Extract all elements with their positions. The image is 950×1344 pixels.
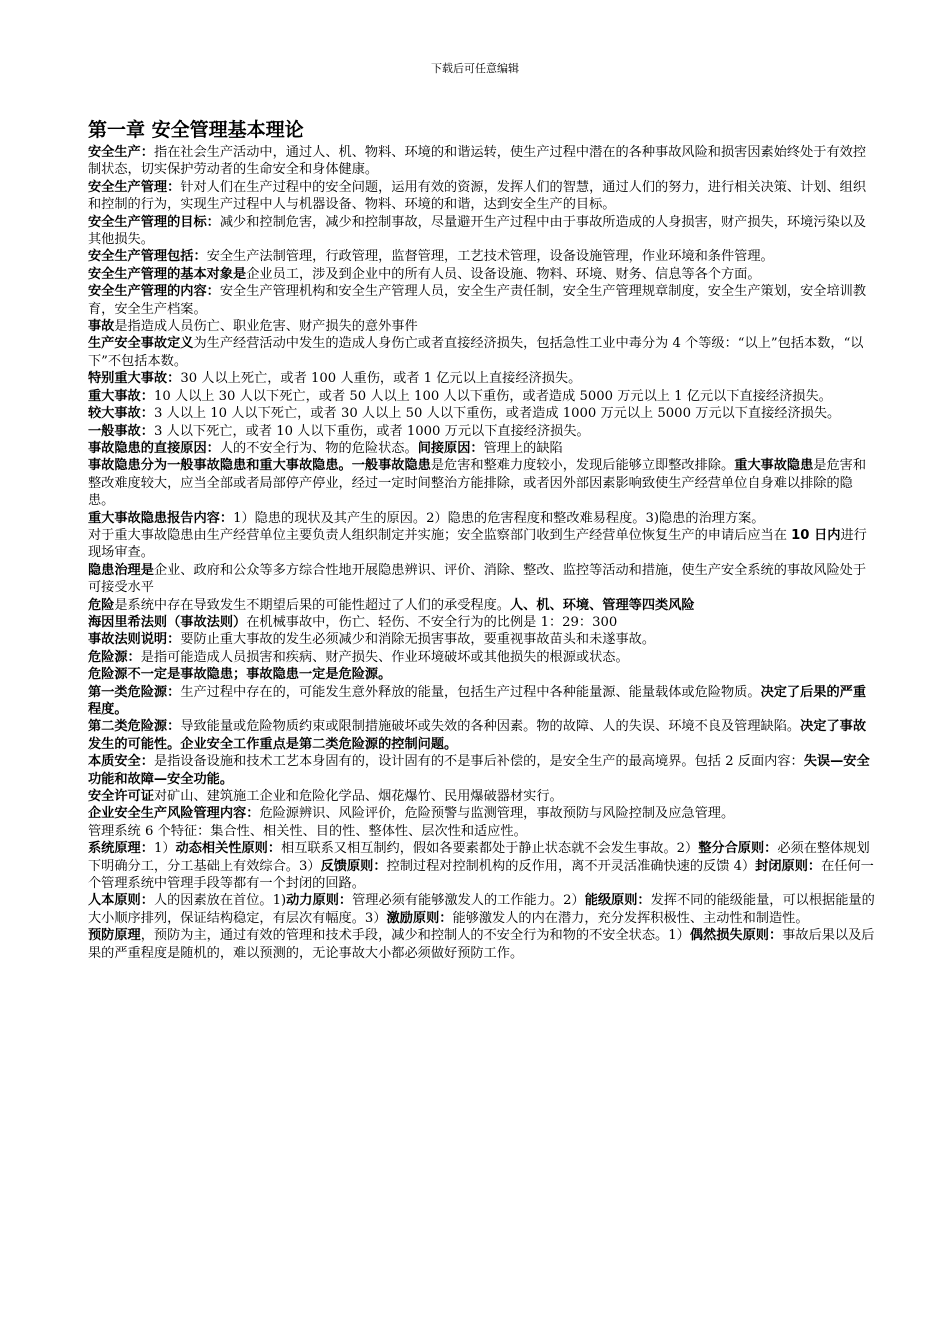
body-text: 安全生产法制管理，行政管理，监督管理，工艺技术管理，设备设施管理，作业环境和条件管理。 <box>206 249 774 265</box>
body-text: 人的不安全行为、物的危险状态。 <box>219 440 418 456</box>
body-text: 要防止重大事故的发生必须减少和消除无损害事故，要重视事故苗头和未遂事故。 <box>180 632 656 648</box>
document-body <box>88 118 878 962</box>
paragraph <box>88 405 878 422</box>
paragraph <box>88 318 878 335</box>
paragraph <box>88 214 878 249</box>
paragraph <box>88 788 878 805</box>
body-text: 是危害和整改难度较大，应当全部或者局部停产停业，经过一定时间整治方能排除，或者因外部因素影响致使生产经营单位自身难以排除的隐患。 <box>88 458 867 509</box>
bold-term: 人、机、环境、管理等四类风险 <box>510 597 695 613</box>
body-text: 生产过程中存在的，可能发生意外释放的能量，包括生产过程中各种能量源、能量载体或危险物质。 <box>180 684 761 700</box>
paragraph <box>88 718 878 753</box>
body-text: 减少和控制危害，减少和控制事故，尽量避开生产过程中由于事故所造成的人身损害，财产损失，环境污染以及其他损失。 <box>88 214 867 248</box>
bold-term: 企业安全生产风险管理内容： <box>88 806 260 822</box>
paragraph <box>88 684 878 719</box>
bold-term: 偶然损失原则： <box>689 928 783 944</box>
bold-term: 第一类危险源： <box>88 684 181 700</box>
bold-term: 一般事故： <box>88 423 154 439</box>
bold-term: 动态相关性原则： <box>175 841 282 857</box>
bold-term: 预防原理 <box>88 928 141 944</box>
bold-term: 间接原因： <box>417 440 484 456</box>
paragraph <box>88 370 878 387</box>
body-text: 30 人以上死亡，或者 100 人重伤，或者 1 亿元以上直接经济损失。 <box>180 371 582 387</box>
body-text: 3 人以下死亡，或者 10 人以下重伤，或者 1000 万元以下直接经济损失。 <box>153 423 590 439</box>
body-text: 1） <box>153 841 176 857</box>
body-text: 对于重大事故隐患由生产经营单位主要负责人组织制定并实施；安全监察部门收到生产经营单位恢复生产的申请后应当在 <box>88 527 792 543</box>
bold-term: 危险 <box>88 597 115 613</box>
paragraph-list <box>88 144 878 962</box>
body-text: 进行现场审查。 <box>88 527 867 561</box>
body-text: 能够激发人的内在潜力，充分发挥积极性、主动性和制造性。 <box>452 910 809 926</box>
body-text: 管理上的缺陷 <box>483 440 563 456</box>
bold-term: 重大事故隐患 <box>734 458 814 474</box>
body-text: 发挥不同的能级能量，可以根据能量的大小顺序排列，保证结构稳定，有层次有幅度。3） <box>88 893 875 926</box>
body-text: 是指设备设施和技术工艺本身固有的，设计固有的不是事后补偿的，是安全生产的最高境界。包括 2 反面内容： <box>153 754 804 770</box>
bold-term: 安全生产管理包括： <box>88 249 207 265</box>
paragraph <box>88 631 878 648</box>
bold-term: 反馈原则： <box>320 858 387 874</box>
paragraph <box>88 892 878 927</box>
paragraph <box>88 527 878 562</box>
bold-term: 能级原则： <box>584 893 651 909</box>
bold-term: 决定了事故发生的可能性。企业安全工作重点是第二类危险源的控制问题。 <box>88 719 867 752</box>
paragraph <box>88 423 878 440</box>
paragraph <box>88 266 878 283</box>
bold-term: 事故法则说明： <box>88 632 181 648</box>
bold-term: 安全生产管理的目标： <box>88 214 220 230</box>
body-text: 10 人以上 30 人以下死亡，或者 50 人以上 100 人以下重伤，或者造成 5000 万元以上 1 亿元以下直接经济损失。 <box>153 388 832 404</box>
paragraph <box>88 753 878 788</box>
bold-term: 封闭原则： <box>755 858 822 874</box>
chapter-title: 第一章 安全管理基本理论 <box>88 119 304 141</box>
body-text: 控制过程对控制机构的反作用，离不开灵活准确快速的反馈 4） <box>386 858 756 874</box>
paragraph <box>88 510 878 527</box>
paragraph <box>88 927 878 962</box>
bold-term: 系统原理： <box>88 841 154 857</box>
body-text: 在机械事故中，伤亡、轻伤、不安全行为的比例是 1：29：300 <box>246 614 618 630</box>
body-text: 是系统中存在导致发生不期望后果的可能性超过了人们的承受程度。 <box>114 597 510 613</box>
body-text: 事故后果以及后果的严重程度是随机的，难以预测的，无论事故大小都必须做好预防工作。 <box>88 928 875 961</box>
bold-term: 本质安全： <box>88 754 154 770</box>
paragraph <box>88 823 878 840</box>
paragraph <box>88 614 878 631</box>
paragraph <box>88 335 878 370</box>
bold-term: 10 日内 <box>791 527 841 543</box>
body-text: 是危害和整难力度较小，发现后能够立即整改排除。 <box>430 458 735 474</box>
body-text: 是指可能造成人员损害和疾病、财产损失、作业环境破坏或其他损失的根源或状态。 <box>140 649 629 665</box>
bold-term: 特别重大事故： <box>88 371 181 387</box>
body-text: 指在社会生产活动中，通过人、机、物料、环境的和谐运转，使生产过程中潜在的各种事故风险和损害因素始终处于有效控制状态，切实保护劳动者的生命安全和身体健康。 <box>88 145 867 178</box>
paragraph <box>88 283 878 318</box>
bold-term: 整分合原则： <box>698 841 778 857</box>
bold-term: 失误—安全功能和故障—安全功能。 <box>88 754 870 787</box>
paragraph <box>88 562 878 597</box>
paragraph <box>88 388 878 405</box>
bold-term: 安全生产管理： <box>88 179 181 195</box>
body-text: 必须在整体规划下明确分工，分工基础上有效综合。3） <box>88 841 870 874</box>
body-text: 导致能量或危险物质约束或限制措施破坏或失效的各种因素。物的故障、人的失误、环境不良及管理缺陷。 <box>180 719 801 735</box>
body-text: 企业、政府和公众等多方综合性地开展隐患辨识、评价、消除、整改、监控等活动和措施，使生产安全系统的事故风险处于可接受水平 <box>88 562 867 596</box>
paragraph <box>88 666 878 683</box>
bold-term: 事故隐患分为一般事故隐患和重大事故隐患。一般事故隐患 <box>88 458 431 474</box>
bold-term: 隐患治理是 <box>88 562 154 578</box>
body-text: 相互联系又相互制约，假如各要素都处于静止状态就不会发生事故。2） <box>281 841 699 857</box>
body-text: 安全生产管理机构和安全生产管理人员，安全生产责任制，安全生产管理规章制度，安全生产策划，安全培训教育，安全生产档案。 <box>88 284 867 317</box>
bold-term: 决定了后果的严重程度。 <box>88 684 867 717</box>
bold-term: 安全生产管理的内容： <box>88 284 220 300</box>
body-text: 管理系统 6 个特征：集合性、相关性、目的性、整体性、层次性和适应性。 <box>88 823 527 839</box>
bold-term: 较大事故： <box>88 406 154 422</box>
bold-term: 危险源： <box>88 649 141 665</box>
body-text: 对矿山、建筑施工企业和危险化学品、烟花爆竹、民用爆破器材实行。 <box>153 789 563 805</box>
paragraph <box>88 597 878 614</box>
bold-term: 动力原则： <box>286 893 353 909</box>
body-text: 危险源辨识、风险评价，危险预警与监测管理，事故预防与风险控制及应急管理。 <box>259 806 735 822</box>
bold-term: 人本原则： <box>88 893 154 909</box>
body-text: 3 人以上 10 人以下死亡，或者 30 人以上 50 人以下重伤，或者造成 1000 万元以上 5000 万元以下直接经济损失。 <box>153 406 841 422</box>
bold-term: 事故隐患的直接原因： <box>88 440 220 456</box>
body-text: 1）隐患的现状及其产生的原因。2）隐患的危害程度和整改难易程度。3)隐患的治理方案。 <box>233 510 765 526</box>
body-text: 企业员工，涉及到企业中的所有人员、设备设施、物料、环境、财务、信息等各个方面。 <box>246 266 761 282</box>
bold-term: 安全生产： <box>88 145 154 160</box>
bold-term: 激励原则： <box>386 910 453 926</box>
body-text: 管理必须有能够激发人的工作能力。2） <box>352 893 585 909</box>
paragraph <box>88 805 878 822</box>
body-text: 人的因素放在首位。1) <box>153 893 287 909</box>
bold-term: 生产安全事故定义 <box>88 336 194 352</box>
body-text: 针对人们在生产过程中的安全问题，运用有效的资源，发挥人们的智慧，通过人们的努力，进行相关决策、计划、组织和控制的行为，实现生产过程中人与机器设备、物料、环境的和谐，达到安全生产的目标。 <box>88 179 867 213</box>
bold-term: 安全许可证 <box>88 789 154 805</box>
paragraph <box>88 440 878 457</box>
bold-term: 重大事故： <box>88 388 154 404</box>
body-text: ，预防为主，通过有效的管理和技术手段，减少和控制人的不安全行为和物的不安全状态。1） <box>140 928 690 944</box>
paragraph <box>88 649 878 666</box>
body-text: 为生产经营活动中发生的造成人身伤亡或者直接经济损失，包括急性工业中毒分为 4 个等级：“以上”包括本数，“以下”不包括本数。 <box>88 336 864 369</box>
bold-term: 重大事故隐患报告内容： <box>88 510 234 526</box>
bold-term: 危险源不一定是事故隐患；事故隐患一定是危险源。 <box>88 667 392 683</box>
page-header-note: 下载后可任意编辑 <box>431 62 519 75</box>
paragraph <box>88 179 878 214</box>
paragraph <box>88 144 878 179</box>
paragraph <box>88 840 878 892</box>
paragraph <box>88 248 878 265</box>
bold-term: 第二类危险源： <box>88 719 181 735</box>
body-text: 在任何一个管理系统中管理手段等都有一个封闭的回路。 <box>88 858 874 892</box>
body-text: 是指造成人员伤亡、职业危害、财产损失的意外事件 <box>114 319 418 335</box>
bold-term: 安全生产管理的基本对象是 <box>88 266 247 282</box>
paragraph <box>88 457 878 509</box>
bold-term: 海因里希法则（事故法则） <box>88 614 247 630</box>
bold-term: 事故 <box>88 319 115 335</box>
